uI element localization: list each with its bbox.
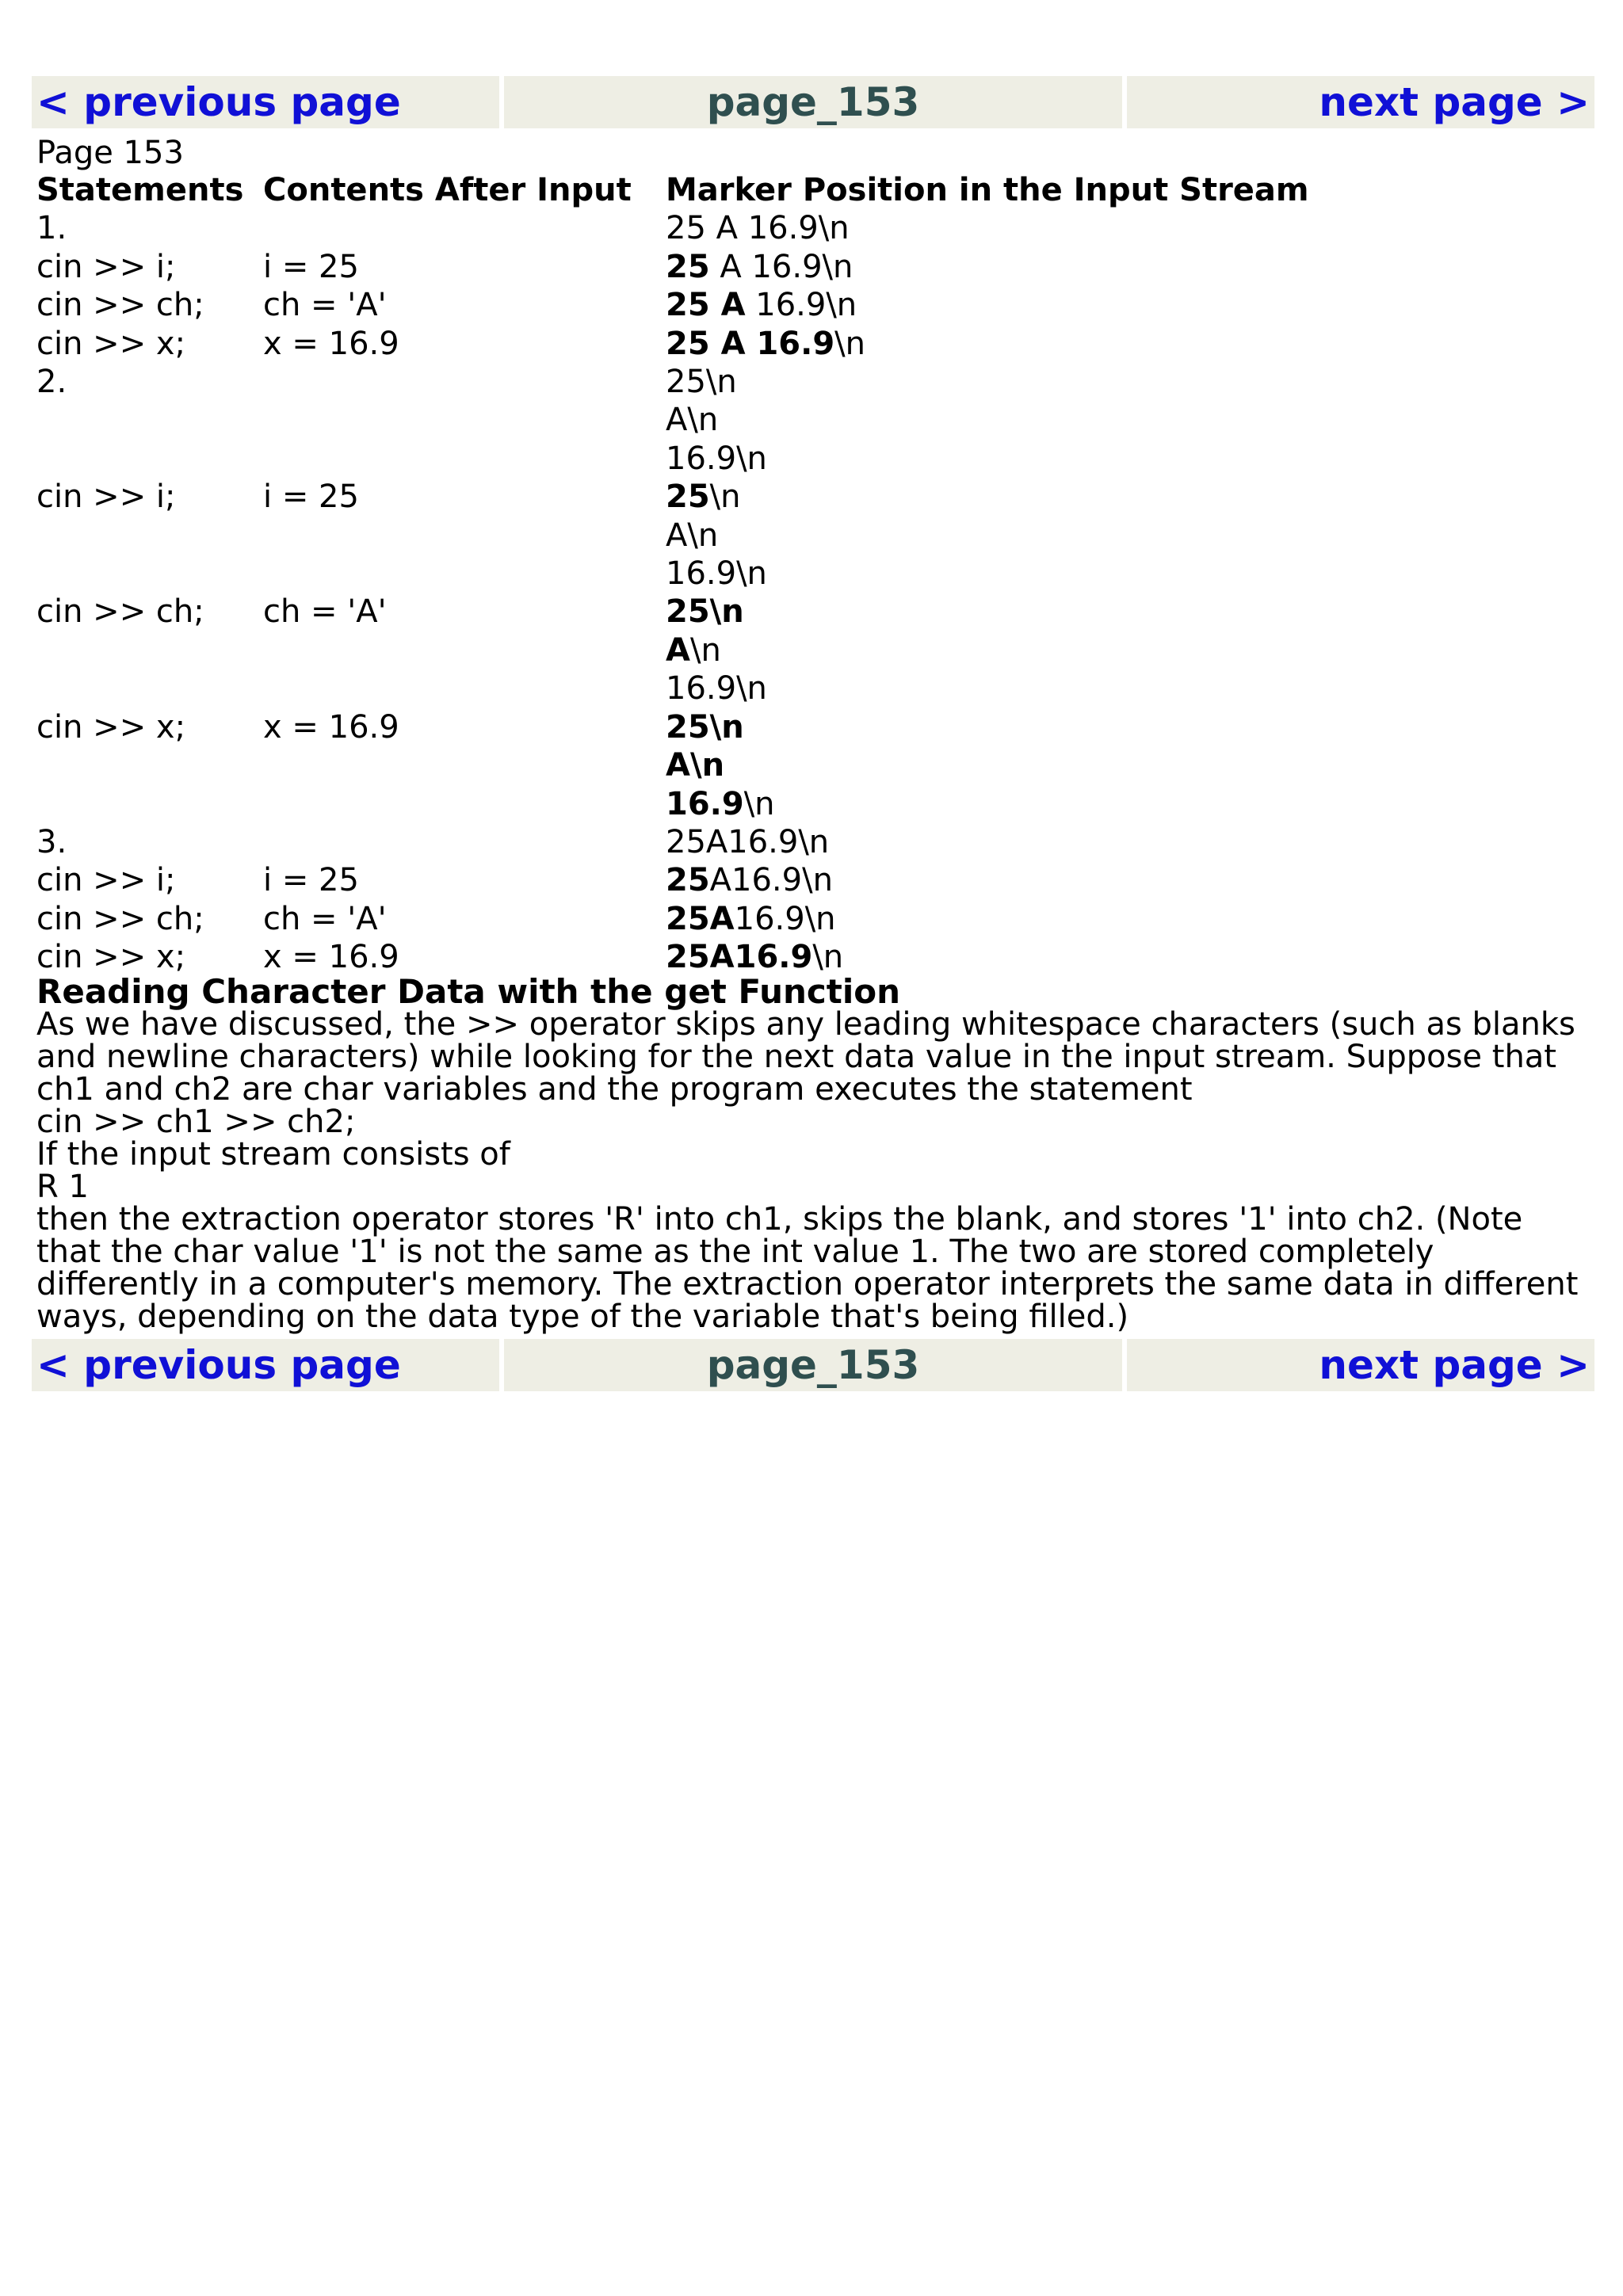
contents-cell [263, 746, 666, 784]
input-stream-table [36, 171, 1537, 977]
header-statements: Statements [36, 172, 244, 208]
input-example: R 1 [36, 1168, 89, 1205]
table-row [36, 401, 1537, 439]
consumed-input: 25 [666, 862, 710, 899]
next-page-link[interactable]: next page > [1319, 1342, 1590, 1388]
page-indicator: page_153 [504, 1339, 1122, 1391]
marker-cell: 25\n [666, 364, 737, 401]
consumed-input: 25 [666, 479, 710, 516]
statement-cell: cin >> ch; [36, 593, 204, 631]
statement-cell: cin >> x; [36, 325, 186, 362]
statement-cell [36, 631, 263, 669]
marker-cell [666, 785, 1537, 823]
table-row [36, 631, 1537, 669]
section-heading: Reading Character Data with the get Function [36, 971, 901, 1011]
contents-cell [263, 823, 666, 861]
statement-cell: 1. [36, 210, 67, 247]
statement-cell: 2. [36, 364, 67, 401]
consumed-input: 25 A [666, 287, 746, 324]
remaining-input: 16.9\n [745, 287, 857, 324]
code-statement: cin >> ch1 >> ch2; [36, 1103, 356, 1140]
contents-cell [263, 209, 666, 247]
statement-cell [36, 746, 263, 784]
body-paragraph: As we have discussed, the >> operator skips any leading whitespace characters (such as blanks and newline characters) while looking for the next data value in the input stream. Suppose that ch1 and ch2 are char variables and the program executes the statement [36, 1005, 1575, 1108]
marker-cell [666, 708, 1537, 746]
marker-cell: 16.9\n [666, 440, 767, 477]
previous-page-cell [32, 76, 499, 128]
remaining-input: \n [709, 479, 741, 516]
contents-cell [263, 669, 666, 707]
remaining-input: \n [834, 325, 865, 362]
next-page-cell [1127, 1339, 1594, 1391]
table-row [36, 746, 1537, 784]
statement-cell [36, 517, 263, 555]
marker-cell: 16.9\n [666, 670, 767, 707]
table-row [36, 900, 1537, 938]
marker-cell [666, 631, 1537, 669]
marker-cell [666, 286, 1537, 324]
remaining-input: \n [743, 785, 775, 822]
contents-cell: i = 25 [263, 248, 359, 285]
consumed-input: 25\n [666, 708, 744, 746]
marker-cell [666, 593, 1537, 631]
top-navigation-bar [32, 76, 1594, 128]
statement-cell: cin >> x; [36, 708, 186, 746]
next-page-cell [1127, 76, 1594, 128]
page-number-label: Page 153 [36, 135, 184, 171]
table-row [36, 325, 1537, 363]
table-row [36, 478, 1537, 516]
page-content [36, 135, 1594, 1333]
contents-cell: x = 16.9 [263, 325, 399, 362]
statement-cell: cin >> i; [36, 248, 176, 285]
marker-cell [666, 861, 1537, 899]
statement-cell: cin >> i; [36, 862, 176, 899]
contents-cell: x = 16.9 [263, 708, 399, 746]
statement-cell [36, 401, 263, 439]
consumed-input: 25A16.9 [666, 939, 813, 976]
header-contents: Contents After Input [263, 172, 632, 208]
previous-page-link[interactable]: < previous page [36, 79, 401, 125]
consumed-input: 25A [666, 900, 735, 937]
consumed-input: 25 [666, 248, 710, 285]
table-row [36, 248, 1537, 286]
remaining-input: A 16.9\n [709, 248, 854, 285]
contents-cell [263, 363, 666, 401]
body-paragraph: If the input stream consists of [36, 1135, 510, 1173]
marker-cell [666, 938, 1537, 976]
table-row [36, 555, 1537, 593]
contents-cell [263, 785, 666, 823]
statement-cell: cin >> i; [36, 479, 176, 516]
table-row [36, 593, 1537, 631]
table-row [36, 938, 1537, 976]
page-indicator: page_153 [504, 76, 1122, 128]
statement-cell: cin >> ch; [36, 900, 204, 937]
contents-cell [263, 440, 666, 478]
contents-cell: ch = 'A' [263, 593, 387, 631]
contents-cell [263, 631, 666, 669]
contents-cell: i = 25 [263, 862, 359, 899]
table-row [36, 669, 1537, 707]
body-paragraph: then the extraction operator stores 'R' into ch1, skips the blank, and stores '1' into ch2. (Note that the char value '1' is not the same as the int value 1. The two are stored completely differently in a computer's memory. The extraction operator interprets the same data in different ways, depending on the data type of the variable that's being filled.) [36, 1200, 1579, 1335]
table-row [36, 517, 1537, 555]
contents-cell: ch = 'A' [263, 900, 387, 937]
previous-page-link[interactable]: < previous page [36, 1342, 401, 1388]
contents-cell [263, 401, 666, 439]
statement-cell: cin >> x; [36, 939, 186, 976]
contents-cell: ch = 'A' [263, 287, 387, 324]
remaining-input: \n [689, 631, 721, 669]
marker-cell [666, 478, 1537, 516]
contents-cell [263, 517, 666, 555]
statement-cell: 3. [36, 823, 67, 860]
table-row [36, 440, 1537, 478]
marker-cell: A\n [666, 517, 719, 554]
marker-cell [666, 746, 1537, 784]
marker-cell: 25 A 16.9\n [666, 210, 850, 247]
marker-cell [666, 900, 1537, 938]
consumed-input: 16.9 [666, 785, 744, 822]
marker-cell [666, 325, 1537, 363]
contents-cell: x = 16.9 [263, 939, 399, 976]
remaining-input: A16.9\n [709, 862, 833, 899]
statement-cell [36, 785, 263, 823]
statement-cell [36, 440, 263, 478]
bottom-navigation-bar [32, 1339, 1594, 1391]
marker-cell: 16.9\n [666, 555, 767, 593]
marker-cell [666, 248, 1537, 286]
statement-cell [36, 555, 263, 593]
remaining-input: 16.9\n [734, 900, 836, 937]
remaining-input: \n [812, 939, 844, 976]
marker-cell: 25A16.9\n [666, 823, 830, 860]
next-page-link[interactable]: next page > [1319, 79, 1590, 125]
table-row [36, 363, 1537, 401]
consumed-input: 25\n [666, 593, 744, 631]
table-row [36, 708, 1537, 746]
marker-cell: A\n [666, 402, 719, 439]
table-row [36, 209, 1537, 247]
consumed-input: A [666, 631, 690, 669]
table-row [36, 823, 1537, 861]
contents-cell: i = 25 [263, 479, 359, 516]
statement-cell [36, 669, 263, 707]
consumed-input: 25 A 16.9 [666, 325, 835, 362]
table-row [36, 785, 1537, 823]
previous-page-cell [32, 1339, 499, 1391]
statement-cell: cin >> ch; [36, 287, 204, 324]
header-marker-position: Marker Position in the Input Stream [666, 172, 1309, 208]
table-row [36, 861, 1537, 899]
consumed-input: A\n [666, 747, 725, 784]
table-header-row [36, 171, 1537, 209]
table-row [36, 286, 1537, 324]
contents-cell [263, 555, 666, 593]
